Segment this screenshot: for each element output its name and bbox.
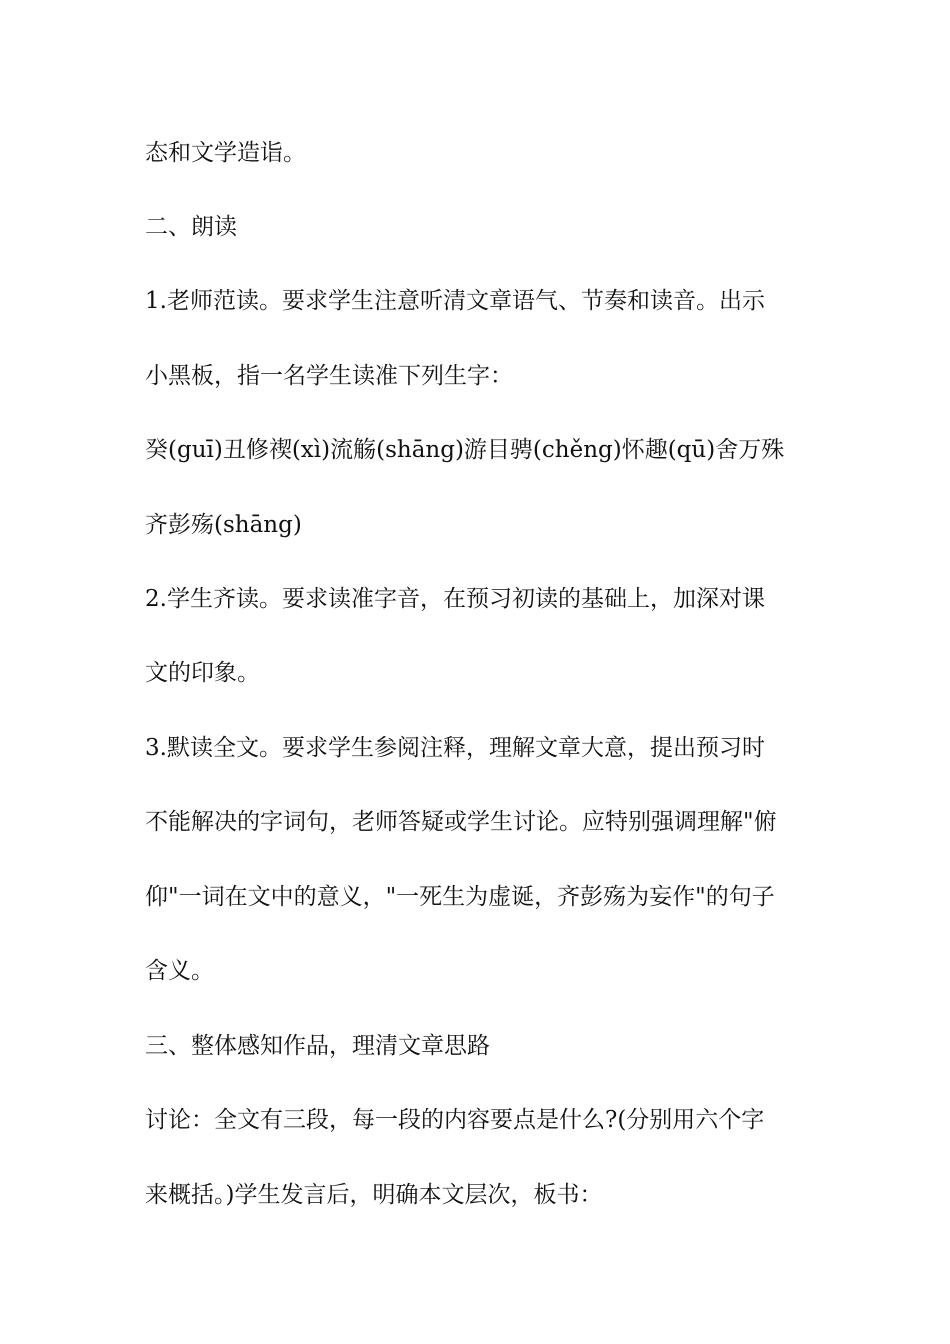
text-line: 仰"一词在文中的意义，"一死生为虚诞，齐彭殇为妄作"的句子 — [145, 884, 775, 910]
text-line: 不能解决的字词句，老师答疑或学生讨论。应特别强调理解"俯 — [145, 809, 777, 835]
text-line: 齐彭殇(shāng) — [145, 512, 302, 538]
text-line: 3.默读全文。要求学生参阅注释，理解文章大意，提出预习时 — [145, 735, 765, 761]
text-line: 癸(guī)丑修禊(xì)流觞(shāng)游目骋(chěng)怀趣(qū)舍万殊 — [145, 437, 785, 463]
text-line: 含义。 — [145, 958, 214, 984]
section-heading: 三、整体感知作品，理清文章思路 — [145, 1033, 490, 1059]
section-heading: 二、朗读 — [145, 214, 237, 240]
text-line: 来概括。)学生发言后，明确本文层次，板书： — [145, 1182, 603, 1208]
text-line: 态和文学造诣。 — [145, 140, 306, 166]
text-line: 2.学生齐读。要求读准字音，在预习初读的基础上，加深对课 — [145, 586, 765, 612]
text-line: 文的印象。 — [145, 660, 260, 686]
text-line: 小黑板，指一名学生读准下列生字： — [145, 363, 513, 389]
text-line: 1.老师范读。要求学生注意听清文章语气、节奏和读音。出示 — [145, 288, 765, 314]
text-line: 讨论：全文有三段，每一段的内容要点是什么?(分别用六个字 — [145, 1107, 765, 1133]
